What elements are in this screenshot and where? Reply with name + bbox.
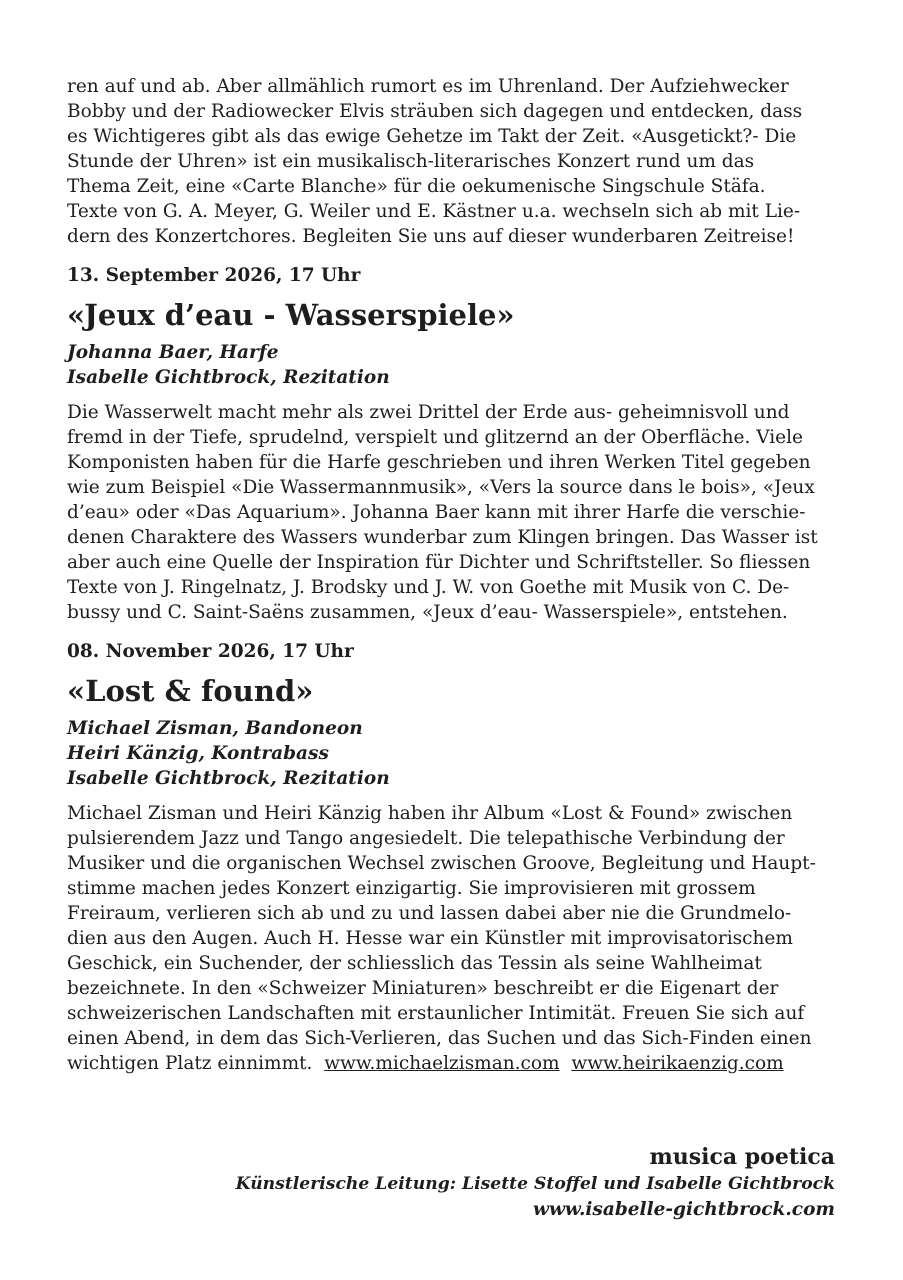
text-line: Stunde der Uhren» ist ein musikalisch-literarisches Konzert rund um das (67, 151, 755, 172)
text-line: d’eau» oder «Das Aquarium». Johanna Baer kann mit ihrer Harfe die verschie- (67, 502, 806, 523)
event-date: 08. November 2026, 17 Uhr (67, 641, 354, 662)
text-line: Die Wasserwelt macht mehr als zwei Drittel der Erde aus- geheimnisvoll und (67, 402, 790, 423)
performer: Michael Zisman, Bandoneon (67, 718, 363, 739)
text-line: Texte von G. A. Meyer, G. Weiler und E. Kästner u.a. wechseln sich ab mit Lie- (67, 201, 801, 222)
performer: Isabelle Gichtbrock, Rezitation (67, 367, 390, 388)
text-line: bezeichnete. In den «Schweizer Miniaturen» beschreibt er die Eigenart der (67, 978, 779, 999)
text-line: Thema Zeit, eine «Carte Blanche» für die oekumenische Singschule Stäfa. (67, 176, 766, 197)
performer-list (67, 716, 835, 791)
text-line: dien aus den Augen. Auch H. Hesse war ein Künstler mit improvisatorischem (67, 928, 793, 949)
text-line: Geschick, ein Suchender, der schliesslich das Tessin als seine Wahlheimat (67, 953, 762, 974)
text-line: ren auf und ab. Aber allmählich rumort es im Uhrenland. Der Aufziehwecker (67, 76, 789, 97)
website-address: www.isabelle-gichtbrock.com (533, 1199, 835, 1220)
footer (236, 1142, 835, 1222)
michael-zisman-link[interactable]: www.michaelzisman.com (324, 1053, 560, 1074)
text-line: bussy und C. Saint-Saëns zusammen, «Jeux d’eau- Wasserspiele», entstehen. (67, 602, 788, 623)
text-line-with-links (67, 1051, 835, 1076)
text-line: stimme machen jedes Konzert einzigartig. Sie improvisieren mit grossem (67, 878, 756, 899)
event-lost-and-found (67, 639, 835, 1076)
closing-text: wichtigen Platz einnimmt. (67, 1053, 313, 1074)
brand-name: musica poetica (649, 1144, 835, 1170)
performer-list (67, 340, 835, 390)
intro-paragraph (67, 74, 835, 249)
heiri-kaenzig-link[interactable]: www.heirikaenzig.com (571, 1053, 784, 1074)
text-line: denen Charaktere des Wassers wunderbar zum Klingen bringen. Das Wasser ist (67, 527, 818, 548)
page-content (67, 74, 835, 1076)
event-title: «Jeux d’eau - Wasserspiele» (67, 298, 515, 332)
text-line: wie zum Beispiel «Die Wassermannmusik», «Vers la source dans le bois», «Jeux (67, 477, 815, 498)
text-line: aber auch eine Quelle der Inspiration für Dichter und Schriftsteller. So fliessen (67, 552, 811, 573)
text-line: dern des Konzertchores. Begleiten Sie uns auf dieser wunderbaren Zeitreise! (67, 226, 795, 247)
text-line: fremd in der Tiefe, sprudelnd, verspielt und glitzernd an der Oberfläche. Viele (67, 427, 803, 448)
performer: Isabelle Gichtbrock, Rezitation (67, 768, 390, 789)
performer: Johanna Baer, Harfe (67, 342, 279, 363)
event-description (67, 801, 835, 1076)
event-description (67, 400, 835, 625)
text-line: Komponisten haben für die Harfe geschrieben und ihren Werken Titel gegeben (67, 452, 811, 473)
text-line: Freiraum, verlieren sich ab und zu und lassen dabei aber nie die Grundmelo- (67, 903, 792, 924)
text-line: Bobby und der Radiowecker Elvis sträuben sich dagegen und entdecken, dass (67, 101, 803, 122)
text-line: Texte von J. Ringelnatz, J. Brodsky und J. W. von Goethe mit Musik von C. De- (67, 577, 790, 598)
text-line: Musiker und die organischen Wechsel zwischen Groove, Begleitung und Haupt- (67, 853, 816, 874)
performer: Heiri Känzig, Kontrabass (67, 743, 329, 764)
text-line: pulsierendem Jazz und Tango angesiedelt. Die telepathische Verbindung der (67, 828, 785, 849)
event-date: 13. September 2026, 17 Uhr (67, 265, 361, 286)
text-line: es Wichtigeres gibt als das ewige Gehetze im Takt der Zeit. «Ausgetickt?- Die (67, 126, 797, 147)
event-title: «Lost & found» (67, 674, 314, 708)
text-line: einen Abend, in dem das Sich-Verlieren, das Suchen und das Sich-Finden einen (67, 1028, 812, 1049)
event-jeux-deau (67, 263, 835, 625)
text-line: Michael Zisman und Heiri Känzig haben ihr Album «Lost & Found» zwischen (67, 803, 793, 824)
artistic-direction: Künstlerische Leitung: Lisette Stoffel und Isabelle Gichtbrock (235, 1174, 835, 1194)
text-line: schweizerischen Landschaften mit erstaunlicher Intimität. Freuen Sie sich auf (67, 1003, 805, 1024)
